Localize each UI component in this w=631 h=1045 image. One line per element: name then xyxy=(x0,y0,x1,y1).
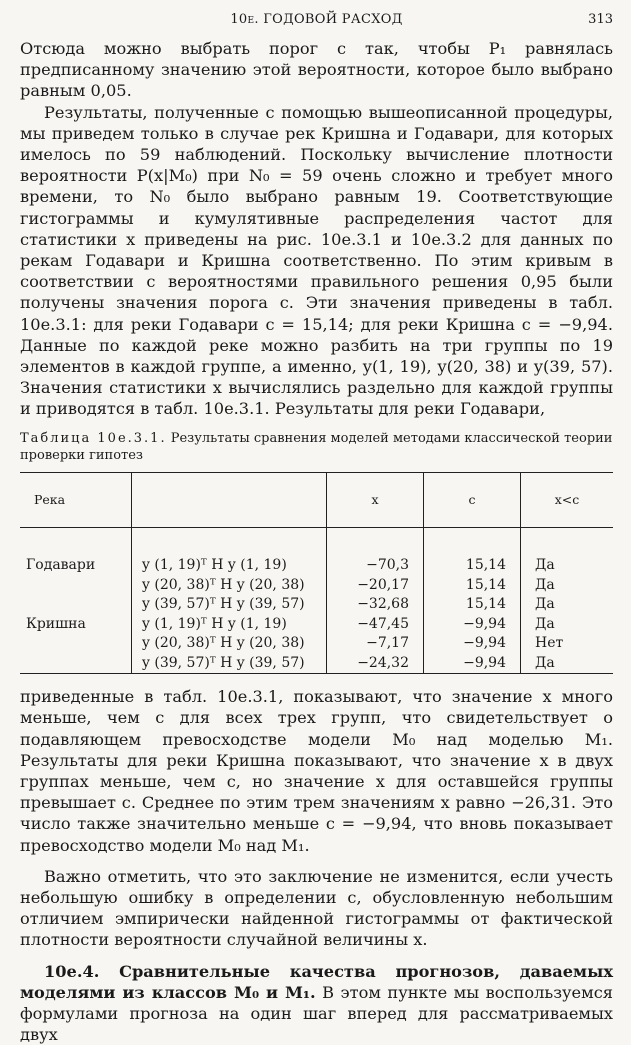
results-table xyxy=(20,472,613,675)
cell-river: Годавари xyxy=(20,556,132,576)
page-number: 313 xyxy=(588,12,613,27)
paragraph-5 xyxy=(20,961,613,1045)
table-caption xyxy=(20,430,613,464)
header-c: c xyxy=(424,472,521,527)
cell-c: 15,14 xyxy=(424,595,521,615)
header-x: x xyxy=(327,472,424,527)
cell-c: 15,14 xyxy=(424,556,521,576)
book-page xyxy=(20,8,613,1045)
cell-result: Да xyxy=(535,615,555,632)
cell-comparison: y (1, 19)ᵀ H y (1, 19) xyxy=(132,556,327,576)
table-caption-text: Результаты сравнения моделей методами классической теории проверки гипотез xyxy=(20,430,613,463)
header-river: Река xyxy=(20,472,132,527)
paragraph-2: Результаты, полученные с помощью вышеописанной процедуры, мы приведем только в случае рек Кришна и Годавари, для которых имелось по 59 наблюдений. Поскольку вычисление плотности вероятности P(x|M₀) при N₀ = 59 очень сложно и требует много времени, то N₀ было выбрано равным 19. Соответствующие гистограммы и кумулятивные распределения частот для статистики x приведены на рис. 10е.3.1 и 10е.3.2 для данных по рекам Годавари и Кришна соответственно. По этим кривым в соответствии с вероятностями правильного решения 0,95 были получены значения порога c. Эти значения приведены в табл. 10е.3.1: для реки Годавари c = 15,14; для реки Кришна c = −9,94. Данные по каждой реке можно разбить на три группы по 19 элементов в каждой группе, а именно, y(1, 19), y(20, 38) и y(39, 57). Значения статистики x вычислялись раздельно для каждой группы и приводятся в табл. 10е.3.1. Результаты для реки Годавари, xyxy=(20,102,613,419)
section-heading: 10е.4. Сравнительные качества прогнозов, даваемых моделями из классов M₀ и M₁. xyxy=(20,961,613,1002)
cell-comparison: y (20, 38)ᵀ H y (20, 38) xyxy=(132,575,327,595)
paragraph-3: приведенные в табл. 10е.3.1, показывают, что значение x много меньше, чем c для всех трех групп, что свидетельствует о подавляющем превосходстве модели M₀ над моделью M₁. Результаты для реки Кришна показывают, что значение x в двух группах меньше, чем c, но значение x для оставшейся группы превышает c. Среднее по этим трем значениям x равно −26,31. Это число также значительно меньше c = −9,94, что вновь показывает превосходство модели M₀ над M₁. xyxy=(20,687,613,855)
cell-x: −70,3 xyxy=(327,556,424,576)
table-row xyxy=(20,634,613,654)
cell-comparison: y (20, 38)ᵀ H y (20, 38) xyxy=(132,634,327,654)
table-row xyxy=(20,575,613,595)
section-intro-text: В этом пункте мы воспользуемся формулами прогноза на один шаг вперед для рассматриваемых двух xyxy=(20,982,613,1045)
cell-x: −7,17 xyxy=(327,634,424,654)
cell-result: Да xyxy=(521,654,614,674)
header-comparison xyxy=(132,472,327,527)
cell-result: Да xyxy=(535,596,555,613)
cell-x: −47,45 xyxy=(327,614,424,634)
cell-x: −32,68 xyxy=(327,595,424,615)
cell-c: 15,14 xyxy=(424,575,521,595)
cell-comparison: y (39, 57)ᵀ H y (39, 57) xyxy=(132,654,327,674)
cell-river xyxy=(20,654,132,674)
cell-river: Кришна xyxy=(20,614,132,634)
cell-x: −20,17 xyxy=(327,575,424,595)
cell-c: −9,94 xyxy=(424,654,521,674)
cell-river xyxy=(20,575,132,595)
table-row xyxy=(20,614,613,634)
table-spacer-row xyxy=(20,527,613,556)
cell-c: −9,94 xyxy=(424,634,521,654)
table-row xyxy=(20,654,613,674)
table-caption-label: Таблица 10е.3.1. xyxy=(20,430,167,446)
paragraph-1: Отсюда можно выбрать порог c так, чтобы P₁ равнялась предписанному значению этой вероятности, которое было выбрано равным 0,05. xyxy=(20,39,613,101)
cell-result: Нет xyxy=(535,635,564,652)
header-result: x<c xyxy=(521,472,614,527)
table-header-row xyxy=(20,472,613,527)
cell-comparison: y (1, 19)ᵀ H y (1, 19) xyxy=(132,614,327,634)
running-header xyxy=(20,8,613,34)
section-title: 10е. ГОДОВОЙ РАСХОД xyxy=(230,12,403,27)
cell-x: −24,32 xyxy=(327,654,424,674)
table-row xyxy=(20,595,613,615)
cell-comparison: y (39, 57)ᵀ H y (39, 57) xyxy=(132,595,327,615)
cell-river xyxy=(20,634,132,654)
table-row xyxy=(20,556,613,576)
cell-river xyxy=(20,595,132,615)
paragraph-4: Важно отметить, что это заключение не изменится, если учесть небольшую ошибку в определении c, обусловленную небольшим отличием эмпирически найденной гистограммы от фактической плотности вероятности случайной величины x. xyxy=(20,866,613,950)
cell-c: −9,94 xyxy=(424,614,521,634)
cell-result: Да xyxy=(535,576,555,593)
cell-result: Да xyxy=(535,556,555,573)
